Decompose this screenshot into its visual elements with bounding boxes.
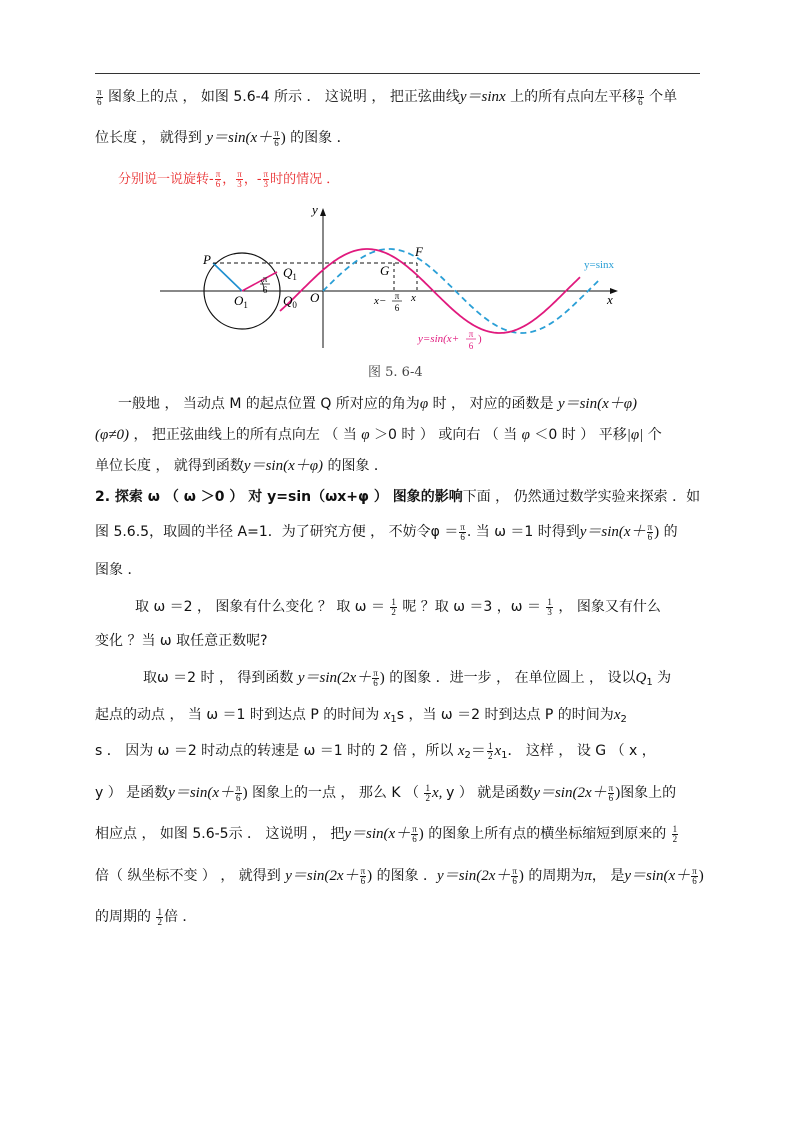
text-line-2: 位长度 ， 就得到 y＝sin(x＋ $\frac{\pi}{6}$ ) 的图象 ． [95, 127, 351, 148]
fraction: $\frac{\pi}{3}$ [237, 169, 242, 189]
figure-caption: 图 5. 6-4 [368, 365, 423, 380]
y-axis-arrow [320, 208, 326, 216]
text-line-1: $\frac{\pi}{6}$ 图象上的点 ， 如图 5.6-4 所示 ． 这说明 ， 把正弦曲线y＝sinx 上的所有点向左平移 $\frac{\pi}{6}$ 个单 [97, 86, 678, 107]
svg-text:6: 6 [468, 341, 474, 351]
sin-legend: y=sinx [584, 259, 615, 271]
result-line-7: 的周期的 $\frac{1}{2}$ 倍 ． [95, 906, 197, 927]
fraction: $\frac{\pi}{6}$ [638, 86, 643, 107]
result-line-1: 取ω ＝2 时 ， 得到函数 y＝sin(2x＋ $\frac{\pi}{6}$ ) 的图象 ．进一步 ， 在单位圆上 ， 设以$Q_1$ 为 [143, 667, 672, 688]
question-line-1: 取 ω ＝2 ， 图象有什么变化 ？ 取 ω ＝ $\frac{1}{2}$ 呢 ？取 ω ＝3 ，ω ＝ $\frac{1}{3}$ ， 图象又有什么 [135, 596, 661, 617]
y-axis-label: y [312, 202, 318, 217]
angle-label-num: π [262, 274, 268, 284]
fraction: $\frac{\pi}{6}$ [274, 127, 279, 148]
point-F-label: F [415, 244, 423, 259]
radius-to-Q1 [242, 272, 277, 291]
shift-legend-a: y=sin(x+ [418, 333, 460, 345]
header-rule [95, 73, 700, 74]
point-Q0-label: $Q_0$ [283, 293, 297, 310]
point-O1-label: $O_1$ [234, 293, 248, 310]
paragraph-1-line-2: (φ≠0) ， 把正弦曲线上的所有点向左 （ 当 φ ＞0 时 ） 或向右 （ 当 φ ＜0 时 ） 平移|φ| 个 [95, 427, 662, 443]
section-2-line-2: 图 5.6.5，取圆的半径 A=1．为了研究方便 ， 不妨令φ ＝ $\frac{\pi}{6}$ . 当 ω ＝1 时得到y＝sin(x＋ $\frac{\pi}{6}$ ) 的 [95, 521, 678, 542]
x-axis-label: x [607, 292, 613, 307]
point-G-label: G [380, 263, 390, 278]
result-line-3: s ． 因为 ω ＝2 时动点的转速是 ω ＝1 时的 2 倍 ，所以 $x_2=$ $\frac{1}{2}$ $x_1$． 这样 ， 设 G （ x ， [95, 740, 656, 761]
sine-shift-figure [160, 198, 630, 358]
point-Q1-label: $Q_1$ [283, 265, 297, 282]
svg-text:): ) [478, 333, 482, 345]
result-line-2: 起点的动点 ， 当 ω ＝1 时到达点 P 的时间为 $x_1s$ ，当 ω ＝2 时到达点 P 的时间为$x_2$ [95, 707, 627, 725]
result-line-6: 倍（ 纵坐标不变 ） ， 就得到 y＝sin(2x＋ $\frac{\pi}{6}$ ) 的图象 ．y＝sin(2x＋ $\frac{\pi}{6}$ ) 的周期为π， 是y＝sin(x＋ $\frac{\pi}{6}$ ) [95, 865, 704, 886]
point-P-label: P [203, 252, 211, 267]
fraction: $\frac{\pi}{6}$ [215, 169, 221, 189]
radius-to-P [213, 263, 242, 291]
fraction: $\frac{\pi}{3}$ [263, 169, 269, 189]
red-question: 分别说一说旋转- $\frac{\pi}{6}$ ， $\frac{\pi}{3}$ ，- $\frac{\pi}{3}$ 时的情况 ． [118, 169, 340, 189]
x-minus-label: x− [374, 295, 387, 307]
result-line-4: y ） 是函数y＝sin(x＋ $\frac{\pi}{6}$ ) 图象上的一点 ， 那么 K （ $\frac{1}{2}$ x, y ） 就是函数y＝sin(2x＋ $\frac{\pi}{6}$ )图象上的 [95, 782, 677, 803]
svg-text:6: 6 [394, 303, 400, 313]
result-line-5: 相应点 ， 如图 5.6-5示 ． 这说明 ， 把y＝sin(x＋ $\frac{\pi}{6}$ ) 的图象上所有点的横坐标缩短到原来的 $\frac{1}{2}$ [95, 823, 678, 844]
section-2-line-3: 图象 ． [95, 562, 142, 578]
section-2-heading: 2. 探索 ω （ ω ＞0 ） 对 y=sin（ωx+φ ） 图象的影响下面 ， 仍然通过数学实验来探索 ．如 [95, 489, 701, 505]
question-line-2: 变化 ？当 ω 取任意正数呢? [95, 633, 268, 649]
angle-label-den: 6 [262, 285, 268, 295]
paragraph-1-line-3: 单位长度 ， 就得到函数y＝sin(x＋φ) 的图象 ． [95, 458, 388, 474]
paragraph-1-line-1: 一般地 ， 当动点 M 的起点位置 Q 所对应的角为φ 时 ， 对应的函数是 y＝sin(x＋φ) [118, 396, 638, 412]
origin-label: O [310, 290, 320, 305]
x-tick-label: x [411, 292, 416, 304]
svg-text:π: π [394, 291, 400, 301]
svg-text:π: π [468, 329, 474, 339]
fraction: $\frac{\pi}{6}$ [97, 86, 102, 107]
